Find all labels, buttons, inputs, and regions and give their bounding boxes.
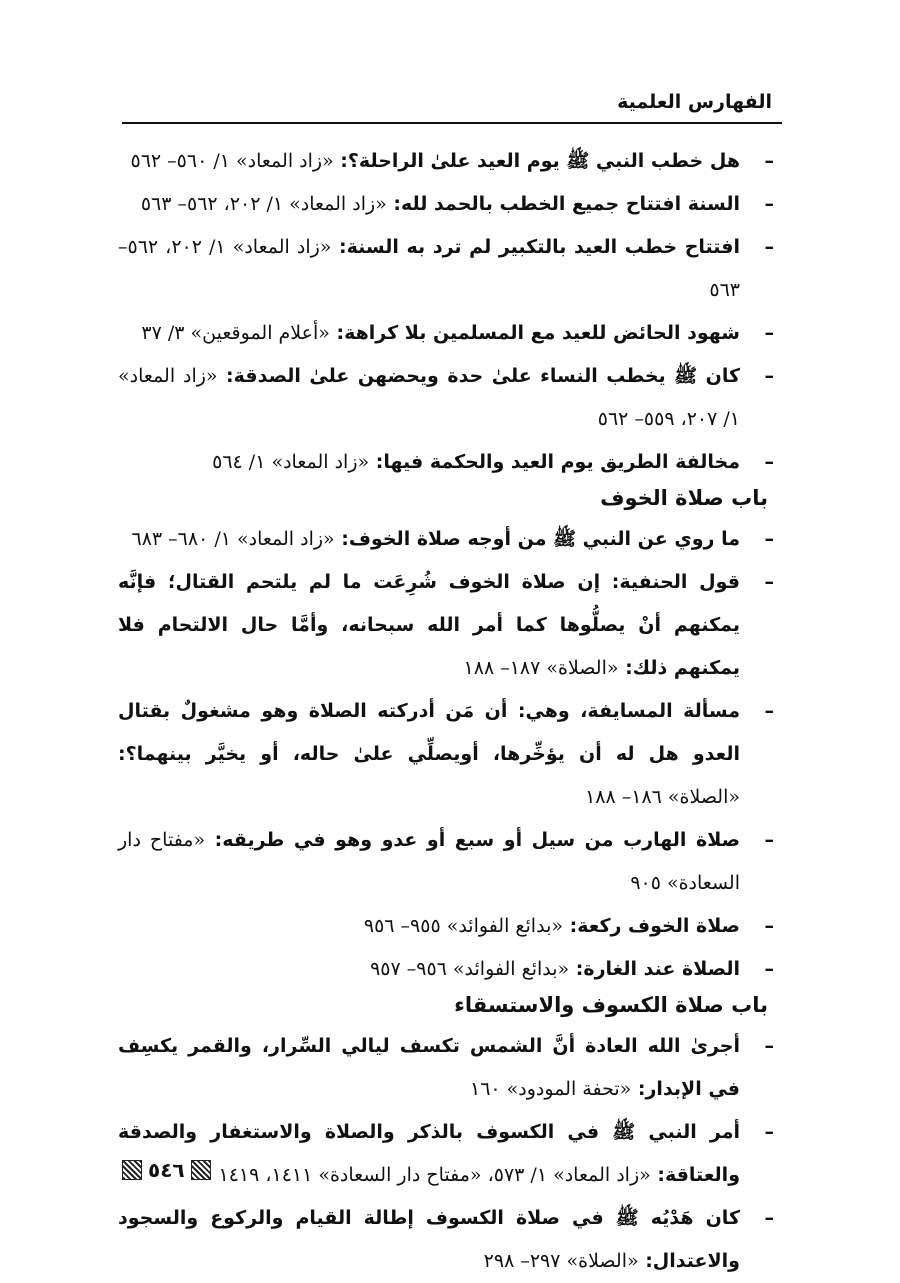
index-entry: – السنة افتتاح جميع الخطب بالحمد لله: «زاد المعاد» ١/ ٢٠٢، ٥٦٢– ٥٦٣ <box>140 193 774 215</box>
entry-refs: «زاد المعاد» ١/ ٢٠٧، ٥٥٩– ٥٦٢ <box>118 365 740 430</box>
entry-refs: «زاد المعاد» ١/ ٥٧٣، «مفتاح دار السعادة» ١٤١١، ١٤١٩ <box>218 1164 651 1186</box>
running-header: الفهارس العلمية <box>617 91 772 113</box>
index-entry: – أمر النبي ﷺ في الكسوف بالذكر والصلاة والاستغفار والصدقة والعتاقة: «زاد المعاد» ١/ ٥٧٣، «مفتاح دار السعادة» ١٤١١، ١٤١٩ <box>118 1121 774 1186</box>
page-number: ٥٤٦ <box>148 1158 185 1182</box>
index-entry: – صلاة الهارب من سيل أو سبع أو عدو وهو في طريقه: «مفتاح دار السعادة» ٩٠٥ <box>118 829 774 894</box>
entry-topic: هل خطب النبي ﷺ يوم العيد علىٰ الراحلة؟: <box>333 150 740 172</box>
entry-refs: «الصلاة» ٢٩٧– ٢٩٨ <box>483 1250 639 1272</box>
section-heading: باب صلاة الكسوف والاستسقاء <box>454 993 768 1017</box>
index-entry: – كان ﷺ يخطب النساء علىٰ حدة ويحضهن علىٰ الصدقة: «زاد المعاد» ١/ ٢٠٧، ٥٥٩– ٥٦٢ <box>118 365 774 430</box>
entry-topic: قول الحنفية: إن صلاة الخوف شُرِعَت ما لم يلتحم القتال؛ فإنَّه يمكنهم أنْ يصلُّوها كما أمر الله سبحانه، وأمَّا حال الالتحام فلا يمكنهم ذلك: <box>118 571 740 679</box>
entry-topic: أمر النبي ﷺ في الكسوف بالذكر والصلاة والاستغفار والصدقة والعتاقة: <box>118 1121 740 1186</box>
index-entry: – افتتاح خطب العيد بالتكبير لم ترد به السنة: «زاد المعاد» ١/ ٢٠٢، ٥٦٢– ٥٦٣ <box>118 236 774 301</box>
entry-refs: «زاد المعاد» ١/ ٢٠٢، ٥٦٢– ٥٦٣ <box>118 236 740 301</box>
index-entry: – الصلاة عند الغارة: «بدائع الفوائد» ٩٥٦– ٩٥٧ <box>370 958 774 980</box>
entry-topic: صلاة الخوف ركعة: <box>562 915 740 937</box>
entry-topic: مخالفة الطريق يوم العيد والحكمة فيها: <box>369 451 740 473</box>
entry-topic: شهود الحائض للعيد مع المسلمين بلا كراهة: <box>329 322 740 344</box>
entry-topic: السنة افتتاح جميع الخطب بالحمد لله: <box>386 193 740 215</box>
entry-topic: صلاة الهارب من سيل أو سبع أو عدو وهو في طريقه: <box>205 829 740 851</box>
index-entry: – أجرىٰ الله العادة أنَّ الشمس تكسف ليالي السِّرار، والقمر يكسِف في الإبدار: «تحفة المودود» ١٦٠ <box>118 1035 774 1100</box>
entry-refs: «بدائع الفوائد» ٩٥٦– ٩٥٧ <box>370 958 570 980</box>
index-entry: – كان هَدْيُه ﷺ في صلاة الكسوف إطالة القيام والركوع والسجود والاعتدال: «الصلاة» ٢٩٧– ٢٩٨ <box>118 1207 774 1272</box>
entry-refs: «أعلام الموقعين» ٣/ ٣٧ <box>141 322 330 344</box>
header-rule <box>122 122 782 124</box>
entry-refs: «مفتاح دار السعادة» ٩٠٥ <box>118 829 740 894</box>
entry-topic: كان هَدْيُه ﷺ في صلاة الكسوف إطالة القيام والركوع والسجود والاعتدال: <box>118 1207 740 1272</box>
entry-refs: «بدائع الفوائد» ٩٥٥– ٩٥٦ <box>363 915 563 937</box>
page-footer <box>122 1156 211 1184</box>
entry-topic: أجرىٰ الله العادة أنَّ الشمس تكسف ليالي السِّرار، والقمر يكسِف في الإبدار: <box>118 1035 740 1100</box>
ornament-icon <box>122 1160 142 1180</box>
index-content <box>118 140 782 1283</box>
ornament-icon <box>191 1160 211 1180</box>
entry-refs: «تحفة المودود» ١٦٠ <box>470 1078 632 1100</box>
index-entry: – ما روي عن النبي ﷺ من أوجه صلاة الخوف: «زاد المعاد» ١/ ٦٨٠– ٦٨٣ <box>131 528 774 550</box>
entry-topic: كان ﷺ يخطب النساء علىٰ حدة ويحضهن علىٰ الصدقة: <box>217 365 741 387</box>
index-entry: – شهود الحائض للعيد مع المسلمين بلا كراهة: «أعلام الموقعين» ٣/ ٣٧ <box>141 322 774 344</box>
entry-refs: «الصلاة» ١٨٧– ١٨٨ <box>463 657 619 679</box>
entry-topic: ما روي عن النبي ﷺ من أوجه صلاة الخوف: <box>334 528 740 550</box>
entry-refs: «زاد المعاد» ١/ ٥٦٤ <box>212 451 370 473</box>
entry-refs: «الصلاة» ١٨٦– ١٨٨ <box>585 786 740 808</box>
entry-refs: «زاد المعاد» ١/ ٦٨٠– ٦٨٣ <box>131 528 335 550</box>
entry-refs: «زاد المعاد» ١/ ٥٦٠– ٥٦٢ <box>130 150 334 172</box>
index-entry: – صلاة الخوف ركعة: «بدائع الفوائد» ٩٥٥– ٩٥٦ <box>363 915 774 937</box>
entry-topic: الصلاة عند الغارة: <box>569 958 740 980</box>
entry-refs: «زاد المعاد» ١/ ٢٠٢، ٥٦٢– ٥٦٣ <box>140 193 387 215</box>
index-entry: – مخالفة الطريق يوم العيد والحكمة فيها: «زاد المعاد» ١/ ٥٦٤ <box>212 451 774 473</box>
entry-topic: مسألة المسايفة، وهي: أن مَن أدركته الصلاة وهو مشغولٌ بقتال العدو هل له أن يؤخِّرها، أويصلِّي علىٰ حاله، أو يخيَّر بينهما؟: <box>118 700 740 765</box>
index-entry: – هل خطب النبي ﷺ يوم العيد علىٰ الراحلة؟: «زاد المعاد» ١/ ٥٦٠– ٥٦٢ <box>130 150 774 172</box>
index-entry: – قول الحنفية: إن صلاة الخوف شُرِعَت ما لم يلتحم القتال؛ فإنَّه يمكنهم أنْ يصلُّوها كما أمر الله سبحانه، وأمَّا حال الالتحام فلا يمكنهم ذلك: «الصلاة» ١٨٧– ١٨٨ <box>118 571 774 679</box>
index-entry: – مسألة المسايفة، وهي: أن مَن أدركته الصلاة وهو مشغولٌ بقتال العدو هل له أن يؤخِّرها، أويصلِّي علىٰ حاله، أو يخيَّر بينهما؟: «الصلاة» ١٨٦– ١٨٨ <box>118 700 774 808</box>
section-heading: باب صلاة الخوف <box>600 486 768 510</box>
entry-topic: افتتاح خطب العيد بالتكبير لم ترد به السنة: <box>331 236 741 258</box>
